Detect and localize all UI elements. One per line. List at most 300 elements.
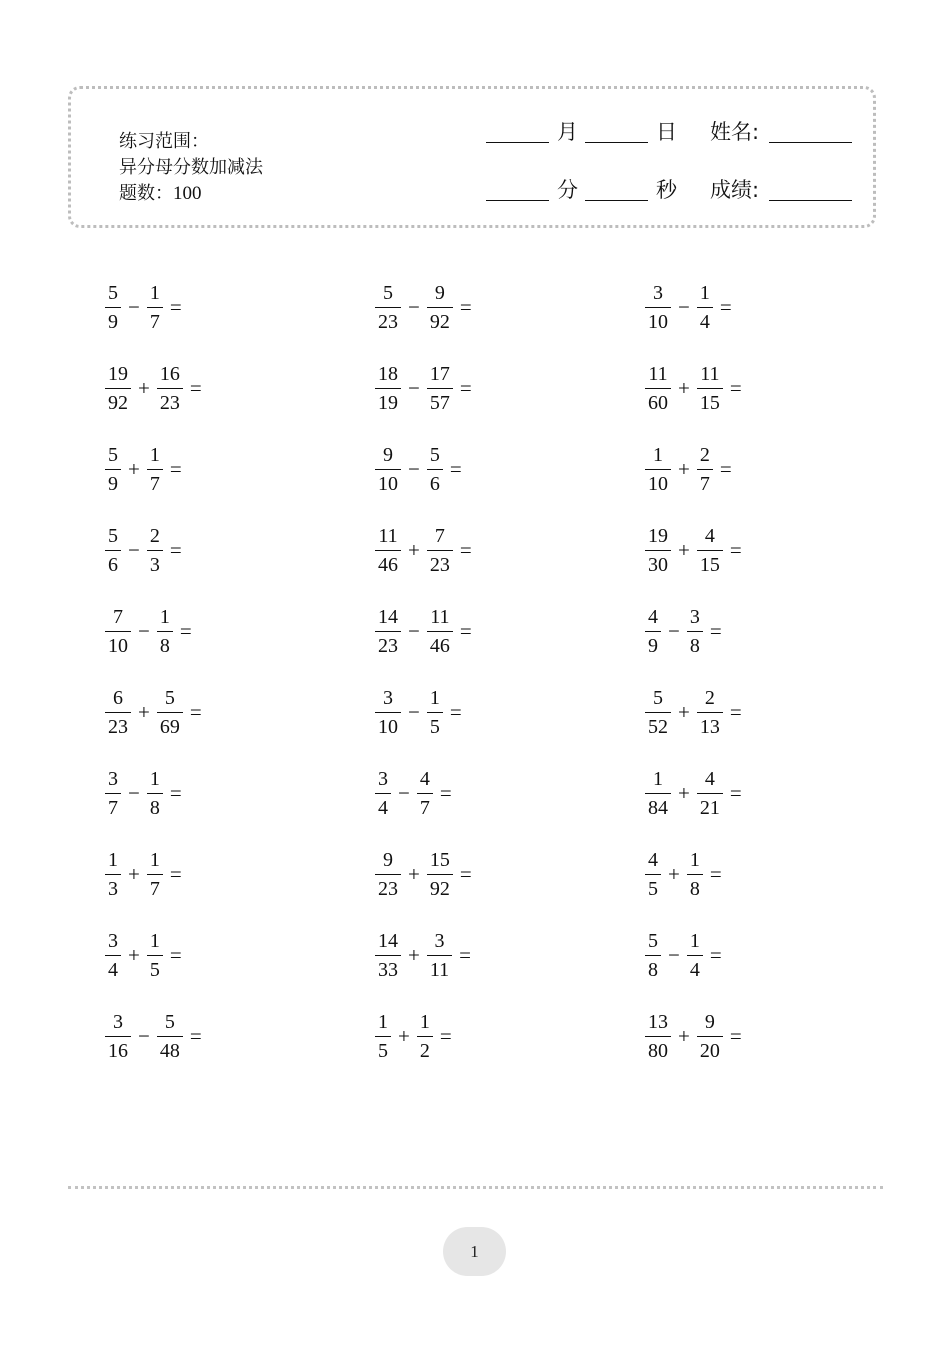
denominator: 16 xyxy=(108,1040,128,1062)
denominator: 5 xyxy=(429,716,440,738)
denominator: 69 xyxy=(159,716,180,738)
equals-sign: = xyxy=(459,862,472,886)
operator: + xyxy=(398,1024,410,1048)
fraction-bar xyxy=(645,793,671,794)
fraction-a xyxy=(375,1010,391,1063)
operator: + xyxy=(678,781,690,805)
fraction-a xyxy=(645,1010,671,1063)
equals-sign: = xyxy=(459,295,472,319)
problem-item xyxy=(105,767,182,820)
operator: − xyxy=(138,1024,150,1048)
fraction-a xyxy=(105,686,131,739)
denominator: 10 xyxy=(378,473,398,495)
denominator: 7 xyxy=(149,473,160,495)
fraction-bar xyxy=(157,388,183,389)
numerator: 3 xyxy=(689,606,700,628)
problem-item xyxy=(105,929,182,982)
operator: + xyxy=(668,862,680,886)
numerator: 4 xyxy=(704,525,715,547)
problem-item xyxy=(375,1010,452,1063)
denominator: 23 xyxy=(378,635,398,657)
numerator: 4 xyxy=(648,606,658,628)
fraction-bar xyxy=(105,793,121,794)
numerator: 1 xyxy=(653,768,663,790)
numerator: 1 xyxy=(653,444,663,466)
fraction-a xyxy=(375,443,401,496)
problem-item xyxy=(105,848,182,901)
fraction-bar xyxy=(375,712,401,713)
denominator: 21 xyxy=(699,797,720,819)
numerator: 3 xyxy=(434,930,445,952)
numerator: 18 xyxy=(378,363,398,385)
numerator: 5 xyxy=(429,444,440,466)
operator: − xyxy=(398,781,410,805)
operator: + xyxy=(128,862,140,886)
operator: − xyxy=(138,619,150,643)
fraction-a xyxy=(375,929,401,982)
fraction-a xyxy=(105,1010,131,1063)
numerator: 9 xyxy=(434,282,445,304)
denominator: 5 xyxy=(648,878,658,900)
bottom-divider xyxy=(68,1186,883,1189)
day-label: 日 xyxy=(656,120,677,144)
operator: + xyxy=(138,700,150,724)
operator: − xyxy=(408,376,420,400)
denominator: 7 xyxy=(108,797,118,819)
denominator: 7 xyxy=(699,473,710,495)
numerator: 4 xyxy=(419,768,430,790)
denominator: 23 xyxy=(378,311,398,333)
equals-sign: = xyxy=(709,619,722,643)
time-score-row xyxy=(486,175,856,233)
numerator: 13 xyxy=(648,1011,668,1033)
problem-item xyxy=(645,443,732,496)
equals-sign: = xyxy=(709,943,722,967)
denominator: 2 xyxy=(419,1040,430,1062)
fraction-bar xyxy=(427,307,453,308)
numerator: 3 xyxy=(383,687,393,709)
fraction-b xyxy=(417,1010,433,1063)
denominator: 23 xyxy=(378,878,398,900)
problem-item xyxy=(375,362,472,415)
denominator: 19 xyxy=(378,392,398,414)
fraction-bar xyxy=(645,550,671,551)
fraction-bar xyxy=(375,955,401,956)
problem-item xyxy=(645,281,732,334)
fraction-b xyxy=(417,767,433,820)
fraction-a xyxy=(105,929,121,982)
numerator: 1 xyxy=(699,282,710,304)
equals-sign: = xyxy=(189,1024,202,1048)
operator: + xyxy=(128,457,140,481)
fraction-bar xyxy=(645,712,671,713)
numerator: 11 xyxy=(648,363,668,385)
fraction-a xyxy=(375,767,391,820)
fraction-b xyxy=(697,281,713,334)
equals-sign: = xyxy=(169,457,182,481)
range-label: 练习范围： xyxy=(119,131,209,152)
numerator: 19 xyxy=(648,525,668,547)
name-label: 姓名: xyxy=(710,120,760,144)
denominator: 4 xyxy=(378,797,388,819)
month-blank[interactable] xyxy=(486,142,549,143)
denominator: 10 xyxy=(108,635,128,657)
problem-item xyxy=(375,848,472,901)
operator: − xyxy=(678,295,690,319)
numerator: 5 xyxy=(108,525,118,547)
equals-sign: = xyxy=(719,295,732,319)
fraction-b xyxy=(427,524,453,577)
fraction-b xyxy=(697,524,723,577)
equals-sign: = xyxy=(189,700,202,724)
denominator: 8 xyxy=(648,959,658,981)
fraction-bar xyxy=(375,874,401,875)
operator: + xyxy=(678,538,690,562)
denominator: 60 xyxy=(648,392,668,414)
equals-sign: = xyxy=(169,295,182,319)
numerator: 14 xyxy=(378,606,398,628)
fraction-a xyxy=(645,605,661,658)
fraction-a xyxy=(105,767,121,820)
numerator: 5 xyxy=(108,444,118,466)
fraction-bar xyxy=(645,874,661,875)
fraction-bar xyxy=(645,631,661,632)
denominator: 92 xyxy=(108,392,128,414)
operator: + xyxy=(408,943,420,967)
equals-sign: = xyxy=(729,781,742,805)
fraction-bar xyxy=(105,631,131,632)
fraction-a xyxy=(375,524,401,577)
numerator: 9 xyxy=(383,849,393,871)
fraction-b xyxy=(697,362,723,415)
minute-blank[interactable] xyxy=(486,200,549,201)
numerator: 1 xyxy=(689,930,700,952)
fraction-a xyxy=(105,524,121,577)
page-number-badge xyxy=(443,1227,506,1276)
fraction-a xyxy=(645,362,671,415)
fraction-b xyxy=(147,443,163,496)
fraction-a xyxy=(105,443,121,496)
fraction-a xyxy=(645,848,661,901)
numerator: 3 xyxy=(108,768,118,790)
problem-item xyxy=(645,605,722,658)
fraction-bar xyxy=(157,712,183,713)
problem-item xyxy=(375,281,472,334)
day-blank[interactable] xyxy=(585,142,648,143)
fraction-b xyxy=(147,848,163,901)
problem-item xyxy=(105,686,202,739)
denominator: 4 xyxy=(108,959,118,981)
problem-item xyxy=(645,767,742,820)
numerator: 15 xyxy=(429,849,450,871)
fraction-b xyxy=(147,281,163,334)
equals-sign: = xyxy=(459,619,472,643)
fraction-bar xyxy=(375,388,401,389)
second-blank[interactable] xyxy=(585,200,648,201)
denominator: 4 xyxy=(689,959,700,981)
fraction-bar xyxy=(427,631,453,632)
numerator: 1 xyxy=(149,930,160,952)
denominator: 7 xyxy=(419,797,430,819)
fraction-bar xyxy=(697,469,713,470)
denominator: 11 xyxy=(429,959,450,981)
fraction-a xyxy=(645,443,671,496)
equals-sign: = xyxy=(729,1024,742,1048)
operator: − xyxy=(668,943,680,967)
numerator: 17 xyxy=(429,363,450,385)
minute-label: 分 xyxy=(557,178,578,202)
fraction-bar xyxy=(105,874,121,875)
problem-item xyxy=(645,848,722,901)
worksheet-info xyxy=(119,129,263,207)
equals-sign: = xyxy=(169,538,182,562)
fraction-b xyxy=(687,929,703,982)
operator: + xyxy=(678,376,690,400)
denominator: 4 xyxy=(699,311,710,333)
denominator: 8 xyxy=(689,635,700,657)
count-line xyxy=(119,181,263,207)
score-blank[interactable] xyxy=(769,200,852,201)
denominator: 92 xyxy=(429,878,450,900)
fraction-b xyxy=(427,443,443,496)
problem-item xyxy=(375,443,462,496)
fraction-bar xyxy=(427,955,452,956)
fraction-bar xyxy=(147,874,163,875)
fill-in-fields xyxy=(486,117,856,233)
operator: − xyxy=(668,619,680,643)
fraction-a xyxy=(375,281,401,334)
numerator: 6 xyxy=(113,687,123,709)
numerator: 3 xyxy=(653,282,663,304)
problem-item xyxy=(375,686,462,739)
fraction-bar xyxy=(105,469,121,470)
operator: + xyxy=(138,376,150,400)
numerator: 3 xyxy=(108,930,118,952)
fraction-bar xyxy=(427,388,453,389)
equals-sign: = xyxy=(709,862,722,886)
numerator: 2 xyxy=(149,525,160,547)
numerator: 11 xyxy=(378,525,398,547)
fraction-bar xyxy=(427,550,453,551)
fraction-a xyxy=(645,524,671,577)
problem-item xyxy=(645,362,742,415)
date-name-row xyxy=(486,117,856,175)
fraction-bar xyxy=(105,550,121,551)
denominator: 52 xyxy=(648,716,668,738)
fraction-b xyxy=(697,443,713,496)
fraction-bar xyxy=(645,388,671,389)
fraction-b xyxy=(157,686,183,739)
fraction-b xyxy=(147,524,163,577)
fraction-bar xyxy=(375,307,401,308)
numerator: 19 xyxy=(108,363,128,385)
fraction-bar xyxy=(147,550,163,551)
fraction-bar xyxy=(105,712,131,713)
denominator: 23 xyxy=(108,716,128,738)
problem-item xyxy=(105,281,182,334)
operator: + xyxy=(678,1024,690,1048)
denominator: 8 xyxy=(149,797,160,819)
denominator: 3 xyxy=(108,878,118,900)
fraction-a xyxy=(645,686,671,739)
month-label: 月 xyxy=(557,120,578,144)
fraction-b xyxy=(697,686,723,739)
numerator: 2 xyxy=(699,444,710,466)
fraction-bar xyxy=(375,550,401,551)
problem-item xyxy=(105,1010,202,1063)
fraction-a xyxy=(105,848,121,901)
equals-sign: = xyxy=(719,457,732,481)
fraction-bar xyxy=(697,1036,723,1037)
equals-sign: = xyxy=(729,538,742,562)
fraction-bar xyxy=(687,874,703,875)
fraction-bar xyxy=(697,793,723,794)
problem-item xyxy=(105,605,192,658)
topic-label: 异分母分数加减法 xyxy=(119,157,263,178)
problem-item xyxy=(645,929,722,982)
denominator: 46 xyxy=(378,554,398,576)
denominator: 9 xyxy=(108,473,118,495)
fraction-b xyxy=(427,605,453,658)
numerator: 11 xyxy=(700,363,720,385)
numerator: 11 xyxy=(430,606,450,628)
numerator: 4 xyxy=(648,849,658,871)
fraction-bar xyxy=(427,469,443,470)
numerator: 14 xyxy=(378,930,398,952)
fraction-b xyxy=(427,281,453,334)
numerator: 1 xyxy=(149,444,160,466)
operator: − xyxy=(408,295,420,319)
header-box xyxy=(68,86,876,228)
denominator: 20 xyxy=(699,1040,720,1062)
equals-sign: = xyxy=(169,781,182,805)
fraction-bar xyxy=(375,793,391,794)
numerator: 4 xyxy=(704,768,715,790)
fraction-a xyxy=(375,362,401,415)
count-value: 100 xyxy=(173,183,202,204)
fraction-b xyxy=(697,767,723,820)
denominator: 9 xyxy=(648,635,658,657)
denominator: 5 xyxy=(378,1040,388,1062)
denominator: 13 xyxy=(699,716,720,738)
fraction-bar xyxy=(645,955,661,956)
denominator: 84 xyxy=(648,797,668,819)
denominator: 48 xyxy=(159,1040,180,1062)
equals-sign: = xyxy=(459,943,471,967)
fraction-a xyxy=(105,281,121,334)
fraction-bar xyxy=(157,631,173,632)
fraction-b xyxy=(427,686,443,739)
fraction-bar xyxy=(697,712,723,713)
operator: + xyxy=(678,700,690,724)
fraction-bar xyxy=(645,1036,671,1037)
fraction-b xyxy=(147,929,163,982)
fraction-b xyxy=(427,362,453,415)
equals-sign: = xyxy=(169,862,182,886)
count-label: 题数： xyxy=(119,183,173,204)
equals-sign: = xyxy=(449,457,462,481)
fraction-bar xyxy=(645,307,671,308)
denominator: 10 xyxy=(378,716,398,738)
numerator: 1 xyxy=(429,687,440,709)
problem-item xyxy=(375,767,452,820)
score-label: 成绩: xyxy=(710,178,760,202)
page-number: 1 xyxy=(470,1241,479,1261)
denominator: 5 xyxy=(149,959,160,981)
denominator: 10 xyxy=(648,311,668,333)
fraction-b xyxy=(157,362,183,415)
denominator: 57 xyxy=(429,392,450,414)
denominator: 3 xyxy=(149,554,160,576)
equals-sign: = xyxy=(439,781,452,805)
denominator: 10 xyxy=(648,473,668,495)
fraction-a xyxy=(645,281,671,334)
numerator: 1 xyxy=(159,606,170,628)
name-blank[interactable] xyxy=(769,142,852,143)
denominator: 30 xyxy=(648,554,668,576)
fraction-bar xyxy=(645,469,671,470)
fraction-bar xyxy=(417,793,433,794)
fraction-a xyxy=(375,605,401,658)
fraction-b xyxy=(427,929,452,982)
fraction-bar xyxy=(375,469,401,470)
fraction-bar xyxy=(375,1036,391,1037)
fraction-bar xyxy=(105,1036,131,1037)
fraction-bar xyxy=(105,388,131,389)
numerator: 1 xyxy=(149,282,160,304)
fraction-a xyxy=(645,767,671,820)
fraction-bar xyxy=(147,955,163,956)
numerator: 3 xyxy=(378,768,388,790)
numerator: 5 xyxy=(164,687,175,709)
problem-item xyxy=(105,362,202,415)
problem-item xyxy=(105,524,182,577)
denominator: 8 xyxy=(159,635,170,657)
denominator: 33 xyxy=(378,959,398,981)
fraction-a xyxy=(105,362,131,415)
denominator: 23 xyxy=(159,392,180,414)
operator: − xyxy=(408,457,420,481)
fraction-bar xyxy=(427,712,443,713)
numerator: 1 xyxy=(378,1011,388,1033)
fraction-b xyxy=(157,605,173,658)
numerator: 7 xyxy=(434,525,445,547)
fraction-bar xyxy=(427,874,453,875)
equals-sign: = xyxy=(189,376,202,400)
operator: + xyxy=(128,943,140,967)
fraction-a xyxy=(645,929,661,982)
fraction-a xyxy=(105,605,131,658)
operator: − xyxy=(408,619,420,643)
fraction-b xyxy=(687,605,703,658)
fraction-b xyxy=(157,1010,183,1063)
fraction-bar xyxy=(697,388,723,389)
denominator: 6 xyxy=(429,473,440,495)
numerator: 3 xyxy=(113,1011,123,1033)
operator: + xyxy=(408,862,420,886)
numerator: 5 xyxy=(653,687,663,709)
operator: − xyxy=(128,538,140,562)
denominator: 15 xyxy=(699,554,720,576)
denominator: 15 xyxy=(699,392,720,414)
denominator: 46 xyxy=(429,635,450,657)
denominator: 92 xyxy=(429,311,450,333)
fraction-bar xyxy=(157,1036,183,1037)
denominator: 80 xyxy=(648,1040,668,1062)
fraction-bar xyxy=(147,307,163,308)
fraction-b xyxy=(427,848,453,901)
operator: + xyxy=(678,457,690,481)
